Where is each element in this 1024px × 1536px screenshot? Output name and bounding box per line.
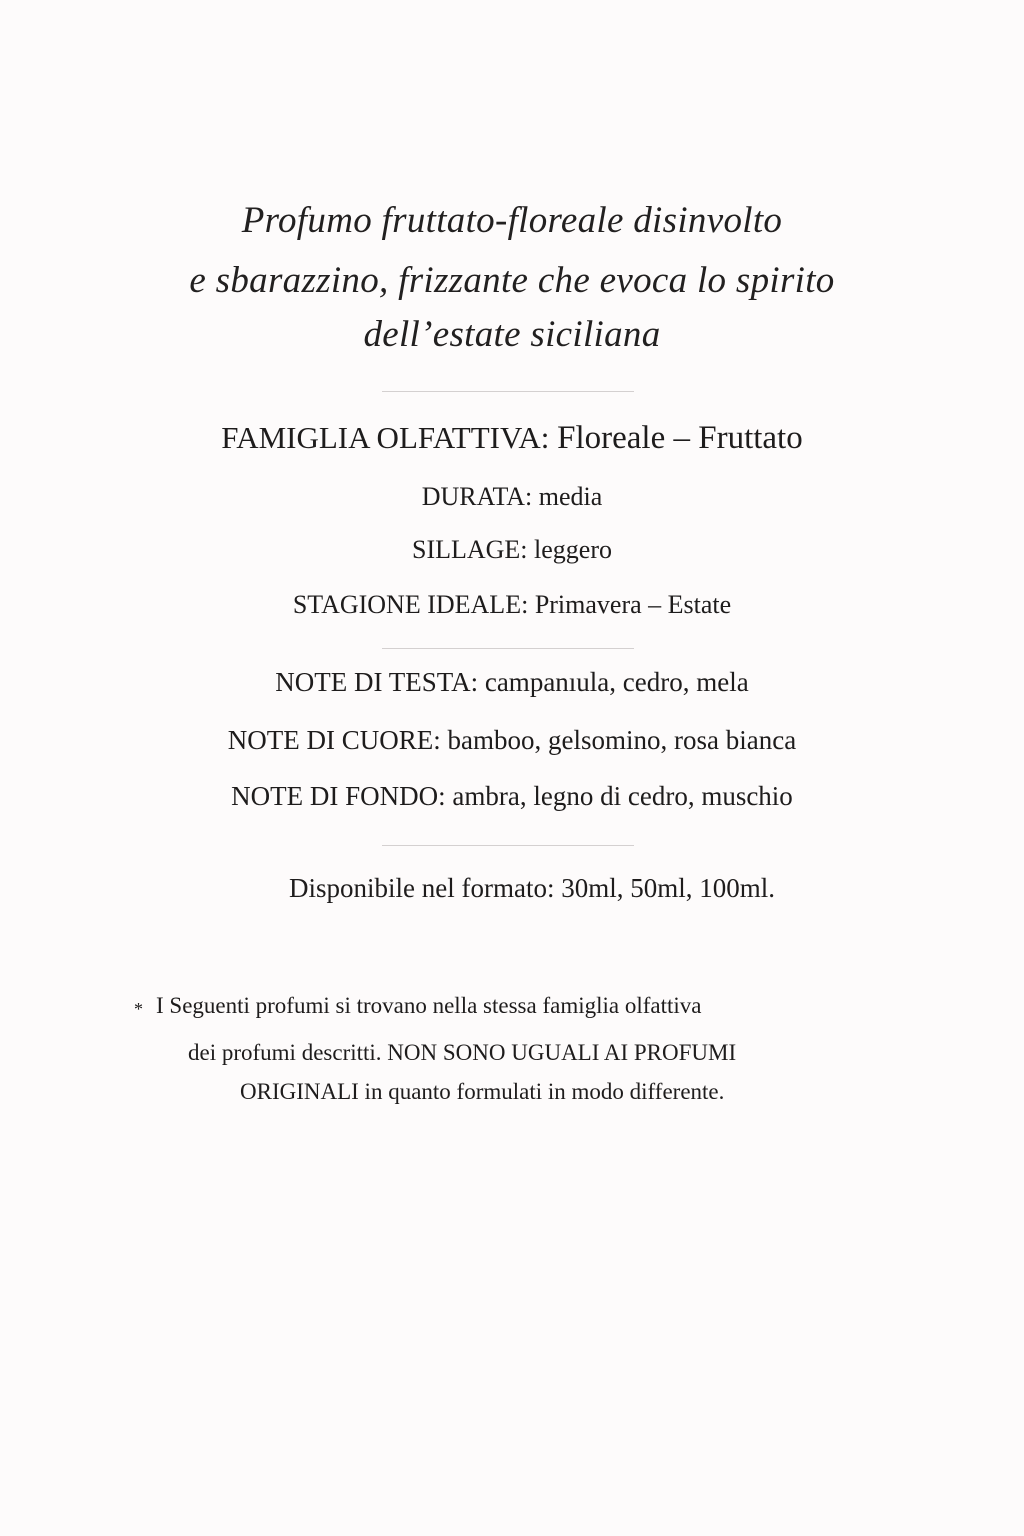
durata-value: media (538, 482, 603, 511)
description-line-1: Profumo fruttato-floreale disinvolto (241, 200, 783, 241)
fondo-label: NOTE DI FONDO: (231, 781, 446, 811)
disclaimer-line-3: ORIGINALI in quanto formulati in modo differente. (240, 1079, 725, 1104)
sillage-value: leggero (534, 535, 612, 564)
divider-bottom (382, 845, 634, 846)
disclaimer-line-1: I Seguenti profumi si trovano nella stessa famiglia olfattiva (156, 993, 702, 1018)
description-line-3: dell’estate siciliana (363, 314, 661, 355)
family-label: FAMIGLIA OLFATTIVA: (221, 420, 550, 455)
availability-sizes: 30ml, 50ml, 100ml. (561, 873, 775, 903)
cuore-value: bamboo, gelsomino, rosa bianca (447, 725, 797, 755)
note-cuore (0, 727, 1024, 754)
cuore-label: NOTE DI CUORE: (227, 725, 441, 755)
stagione-label: STAGIONE IDEALE: (292, 590, 529, 619)
fondo-value: ambra, legno di cedro, muschio (452, 781, 793, 811)
attribute-durata (0, 484, 1024, 510)
availability-label: Disponibile nel formato: (289, 873, 555, 903)
durata-label: DURATA: (421, 482, 533, 511)
olfactory-family (0, 422, 1024, 455)
note-fondo (0, 783, 1024, 810)
sillage-label: SILLAGE: (411, 535, 528, 564)
disclaimer-marker: * (134, 999, 143, 1019)
attribute-sillage (0, 537, 1024, 563)
divider-middle (382, 648, 634, 649)
testa-value: campanıula, cedro, mela (484, 667, 749, 697)
attribute-stagione (0, 592, 1024, 618)
disclaimer-line-2: dei profumi descritti. NON SONO UGUALI AI PROFUMI (188, 1040, 737, 1065)
note-testa (0, 669, 1024, 696)
divider-top (382, 391, 634, 392)
family-value: Floreale – Fruttato (557, 420, 803, 456)
testa-label: NOTE DI TESTA: (275, 667, 479, 697)
stagione-value: Primavera – Estate (534, 590, 732, 619)
description-line-2: e sbarazzino, frizzante che evoca lo spirito (189, 260, 835, 301)
availability (0, 875, 1024, 902)
